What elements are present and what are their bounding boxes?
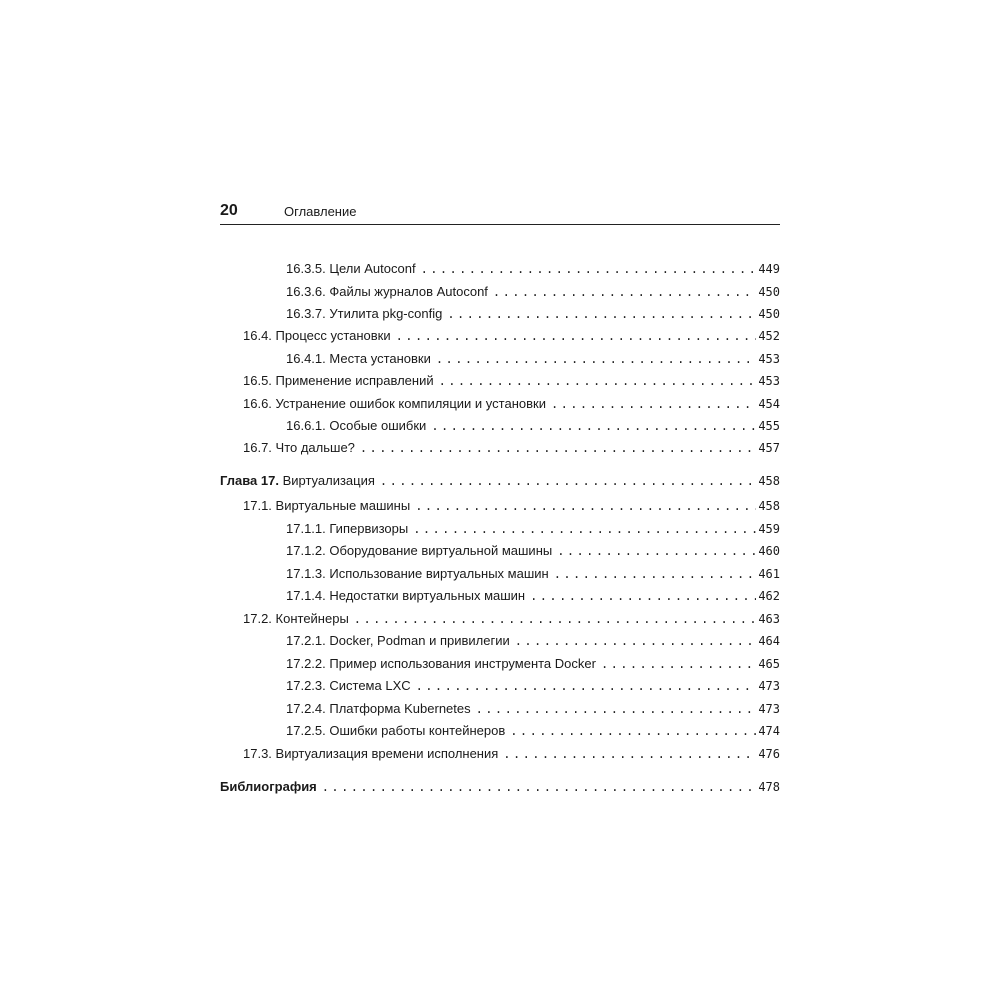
dot-leader [601, 657, 756, 671]
toc-entry-text: 17.2. Контейнеры [243, 611, 349, 626]
toc-entry-text: 17.2.4. Платформа Kubernetes [286, 701, 471, 716]
running-title: Оглавление [284, 204, 357, 219]
toc-entry-page: 462 [758, 589, 780, 603]
toc-entry-page: 473 [758, 702, 780, 716]
toc-entry-page: 453 [758, 374, 780, 388]
toc-entry-text: 17.1.3. Использование виртуальных машин [286, 566, 549, 581]
toc-entry-page: 449 [758, 262, 780, 276]
toc-entry [286, 566, 780, 586]
toc-entry [220, 779, 780, 799]
toc-entry-text: 16.6.1. Особые ошибки [286, 418, 427, 433]
toc-entry-text: 17.2.2. Пример использования инструмента Docker [286, 656, 596, 671]
toc-entry-text: 17.2.1. Docker, Podman и привилегии [286, 633, 510, 648]
dot-leader [510, 724, 756, 738]
toc-entry-text: 17.2.5. Ошибки работы контейнеров [286, 723, 506, 738]
toc-entry-prefix: Библиография [220, 779, 317, 794]
toc-entry-text: 17.1.2. Оборудование виртуальной машины [286, 543, 553, 558]
toc-entry-text: 17.1. Виртуальные машины [243, 498, 411, 513]
toc-entry-text: 17.3. Виртуализация времени исполнения [243, 746, 499, 761]
dot-leader [439, 374, 757, 388]
toc-entry [243, 440, 780, 460]
toc-entry-title [286, 418, 426, 433]
dot-leader [421, 262, 757, 276]
page-header [220, 200, 780, 225]
toc-entry [286, 306, 780, 326]
dot-leader [530, 589, 756, 603]
toc-entry-title [286, 701, 471, 716]
toc-entry-page: 474 [758, 724, 780, 738]
toc-entry-title [286, 284, 488, 299]
toc-entry-text: 16.6. Устранение ошибок компиляции и установки [243, 396, 546, 411]
toc-entry [286, 521, 780, 541]
dot-leader [493, 285, 756, 299]
toc-entry-page: 450 [758, 285, 780, 299]
toc-entry [243, 328, 780, 348]
dot-leader [436, 352, 756, 366]
toc-entry [286, 261, 780, 281]
toc-entry-title [243, 498, 410, 513]
toc-entry [220, 473, 780, 493]
toc-entry-title [286, 678, 411, 693]
toc-entry-title [243, 611, 349, 626]
toc-entry-page: 473 [758, 679, 780, 693]
dot-leader [354, 612, 757, 626]
toc-entry-title [286, 521, 408, 536]
toc-entry-page: 455 [758, 419, 780, 433]
toc-entry-title [286, 723, 505, 738]
toc-entry-page: 454 [758, 397, 780, 411]
toc-entry-title [243, 328, 391, 343]
toc-entry-title [286, 306, 442, 321]
toc-entry-page: 457 [758, 441, 780, 455]
dot-leader [322, 780, 757, 794]
toc-entry-page: 450 [758, 307, 780, 321]
toc-entry-page: 460 [758, 544, 780, 558]
dot-leader [515, 634, 757, 648]
toc-entry-page: 463 [758, 612, 780, 626]
dot-leader [476, 702, 757, 716]
dot-leader [557, 544, 756, 558]
toc-entry-text: 16.5. Применение исправлений [243, 373, 434, 388]
toc-entry-text: 16.3.5. Цели Autoconf [286, 261, 416, 276]
toc-entry [243, 746, 780, 766]
toc-entry-title [220, 473, 375, 488]
toc-entry-text: 16.3.7. Утилита pkg-config [286, 306, 443, 321]
toc-entry-prefix: Глава 17. [220, 473, 279, 488]
toc-entry [286, 284, 780, 304]
toc-entry-title [286, 543, 552, 558]
toc-entry [286, 723, 780, 743]
dot-leader [396, 329, 757, 343]
toc-entry-page: 452 [758, 329, 780, 343]
toc-entry-title [286, 261, 416, 276]
toc-entry-page: 461 [758, 567, 780, 581]
toc-entry [243, 396, 780, 416]
toc-entry-text: 16.4.1. Места установки [286, 351, 431, 366]
dot-leader [380, 474, 756, 488]
toc-entry [286, 701, 780, 721]
toc-entry [286, 678, 780, 698]
toc-entry-text: Виртуализация [278, 473, 375, 488]
toc-entry-text: 16.7. Что дальше? [243, 440, 355, 455]
toc-entry-page: 458 [758, 474, 780, 488]
page-number: 20 [220, 202, 238, 219]
toc-entry [243, 498, 780, 518]
toc-entry-text: 16.3.6. Файлы журналов Autoconf [286, 284, 488, 299]
toc-entry-title [243, 373, 434, 388]
toc-entry-page: 458 [758, 499, 780, 513]
toc-entry-page: 453 [758, 352, 780, 366]
toc-entry [286, 351, 780, 371]
toc-entry-text: 16.4. Процесс установки [243, 328, 391, 343]
toc-entry-title [286, 351, 431, 366]
dot-leader [447, 307, 756, 321]
dot-leader [360, 441, 756, 455]
toc-entry [286, 588, 780, 608]
toc-entry-text: 17.1.4. Недостатки виртуальных машин [286, 588, 526, 603]
dot-leader [415, 499, 756, 513]
toc-entry [243, 373, 780, 393]
toc-entry-title [243, 396, 546, 411]
dot-leader [431, 419, 756, 433]
toc-entry [286, 543, 780, 563]
toc-entry-page: 459 [758, 522, 780, 536]
dot-leader [554, 567, 757, 581]
toc-entry-text: 17.2.3. Система LXC [286, 678, 411, 693]
dot-leader [551, 397, 756, 411]
toc-entry [286, 656, 780, 676]
toc-entry-page: 465 [758, 657, 780, 671]
toc-entry [286, 633, 780, 653]
toc-entry-page: 476 [758, 747, 780, 761]
toc-entry-page: 478 [758, 780, 780, 794]
dot-leader [413, 522, 756, 536]
dot-leader [503, 747, 756, 761]
toc-entry-title [243, 746, 498, 761]
toc-entry-title [286, 566, 549, 581]
toc-entry [243, 611, 780, 631]
toc-entry [286, 418, 780, 438]
toc-entry-page: 464 [758, 634, 780, 648]
toc-entry-title [220, 779, 317, 794]
dot-leader [416, 679, 757, 693]
toc-entry-title [286, 656, 596, 671]
toc-entry-title [286, 633, 510, 648]
toc-entry-text: 17.1.1. Гипервизоры [286, 521, 409, 536]
toc-entry-title [286, 588, 525, 603]
toc-entry-title [243, 440, 355, 455]
